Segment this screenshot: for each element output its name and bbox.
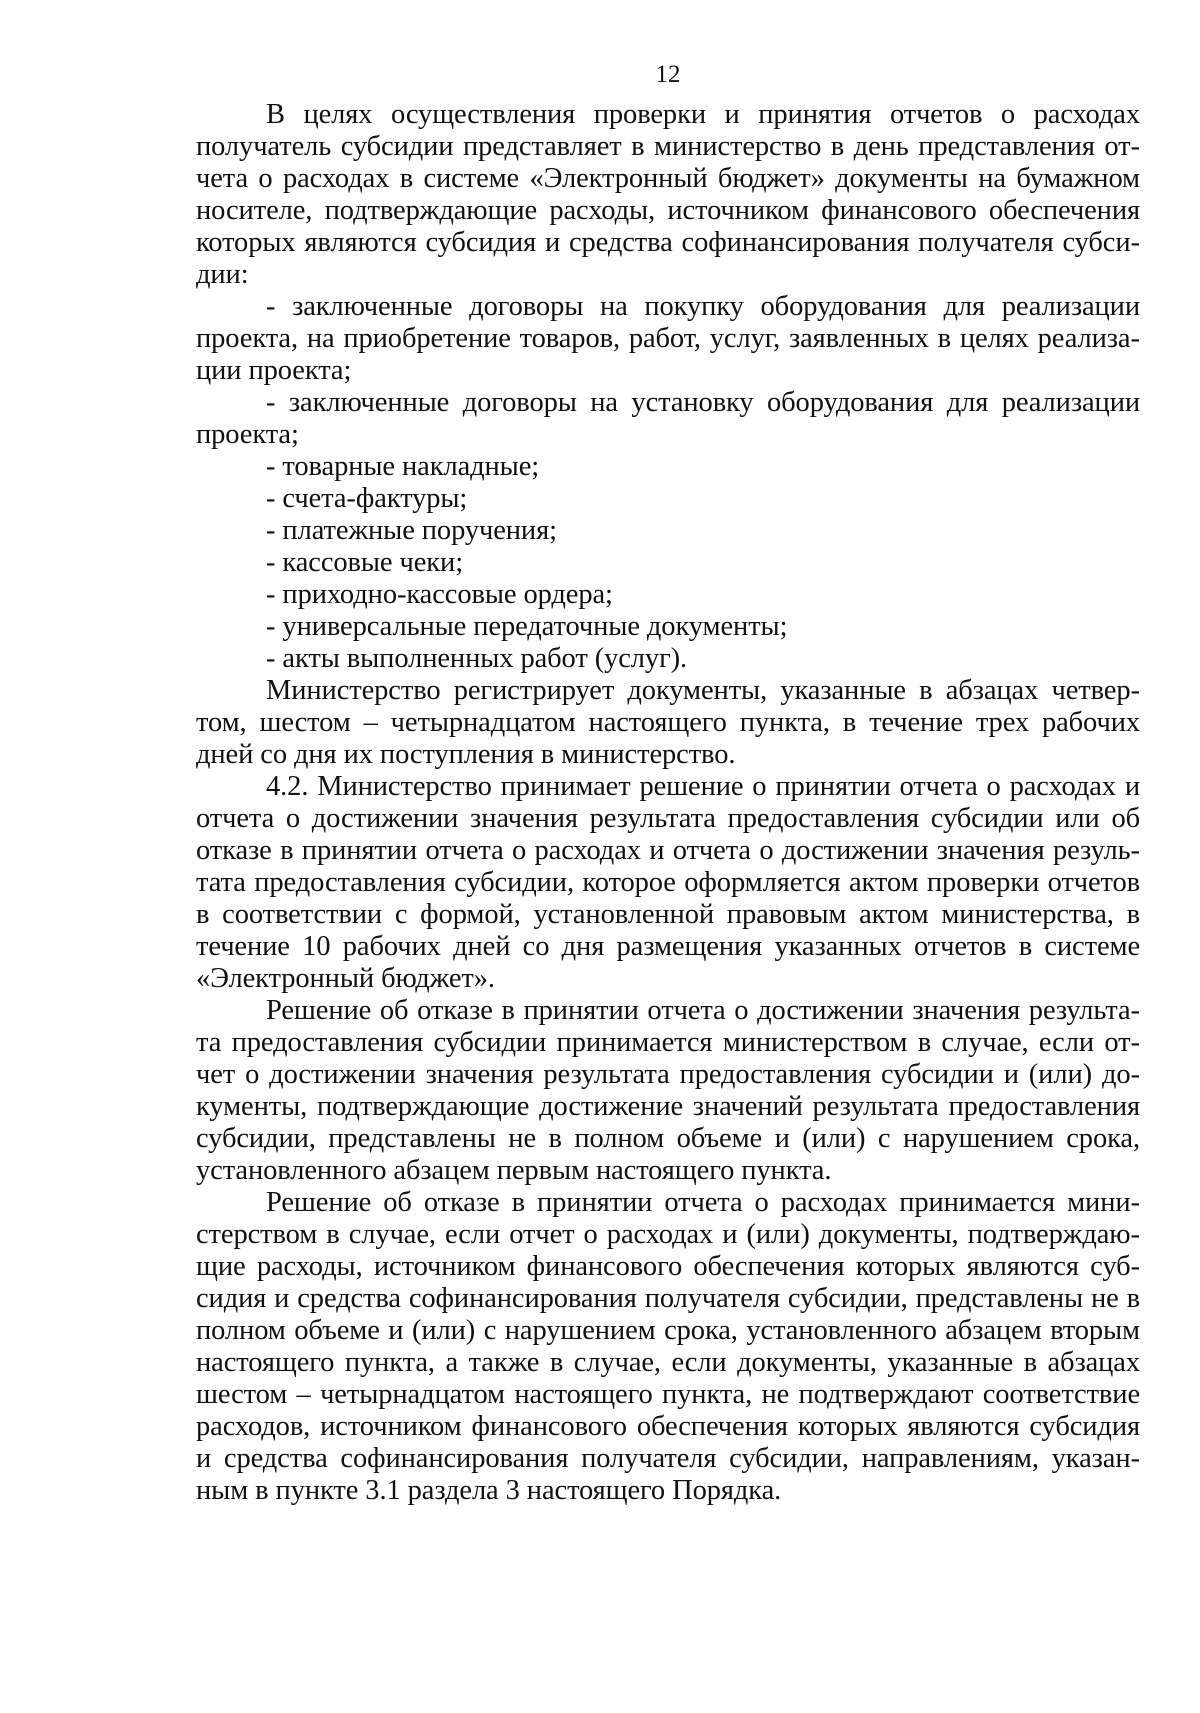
list-item-cash-orders: - приходно-кассовые ордера; [266,579,613,610]
list-item-cash-receipts: - кассовые чеки; [266,547,464,578]
list-item-waybills: - товарные накладные; [266,451,540,482]
paragraph-refusal-result-report: Решение об отказе в принятии отчета о достижении значения результата предоставления субсидии принимается министерством в случае, если отчет о достижении значения результата предоставления субсидии и (или) документы, подтверждающие достижение значений результата предоставления субсидии, представлены не в полном объеме и (или) с нарушением срока, установленного абзацем первым настоящего пункта. [196,995,1140,1186]
paragraph-refusal-expense-report: Решение об отказе в принятии отчета о расходах принимается министерством в случае, если отчет о расходах и (или) документы, подтверждающие расходы, источником финансового обеспечения которых являются субсидия и средства софинансирования получателя субсидии, представлены не в полном объеме и (или) с нарушением срока, установленного абзацем вторым настоящего пункта, а также в случае, если документы, указанные в абзацах шестом – четырнадцатом настоящего пункта, не подтверждают соответствие расходов, источником финансового обеспечения которых являются субсидия и средства софинансирования получателя субсидии, направлениям, указанным в пункте 3.1 раздела 3 настоящего Порядка. [196,1187,1140,1506]
list-item-invoices: - счета-фактуры; [266,483,468,514]
list-item-purchase-contracts: - заключенные договоры на покупку оборудования для реализации проекта, на приобретение товаров, работ, услуг, заявленных в целях реализации проекта; [196,291,1140,386]
list-item-installation-contracts: - заключенные договоры на установку оборудования для реализации проекта; [196,387,1140,450]
paragraph-section-4-2: 4.2. Министерство принимает решение о принятии отчета о расходах и отчета о достижении значения результата предоставления субсидии или об отказе в принятии отчета о расходах и отчета о достижении значения результата предоставления субсидии, которое оформляется актом проверки отчетов в соответствии с формой, установленной правовым актом министерства, в течение 10 рабочих дней со дня размещения указанных отчетов в системе «Электронный бюджет». [196,771,1140,994]
paragraph-registration: Министерство регистрирует документы, указанные в абзацах четвертом, шестом – четырнадцатом настоящего пункта, в течение трех рабочих дней со дня их поступления в министерство. [196,675,1140,770]
list-item-payment-orders: - платежные поручения; [266,515,557,546]
list-item-work-acts: - акты выполненных работ (услуг). [266,643,688,674]
page-number: 12 [655,61,681,88]
list-item-transfer-documents: - универсальные передаточные документы; [266,611,788,642]
document-body [196,99,1140,1507]
paragraph-intro: В целях осуществления проверки и принятия отчетов о расходах получатель субсидии представляет в министерство в день представления отчета о расходах в системе «Электронный бюджет» документы на бумажном носителе, подтверждающие расходы, источником финансового обеспечения которых являются субсидия и средства софинансирования получателя субсидии: [196,99,1140,290]
